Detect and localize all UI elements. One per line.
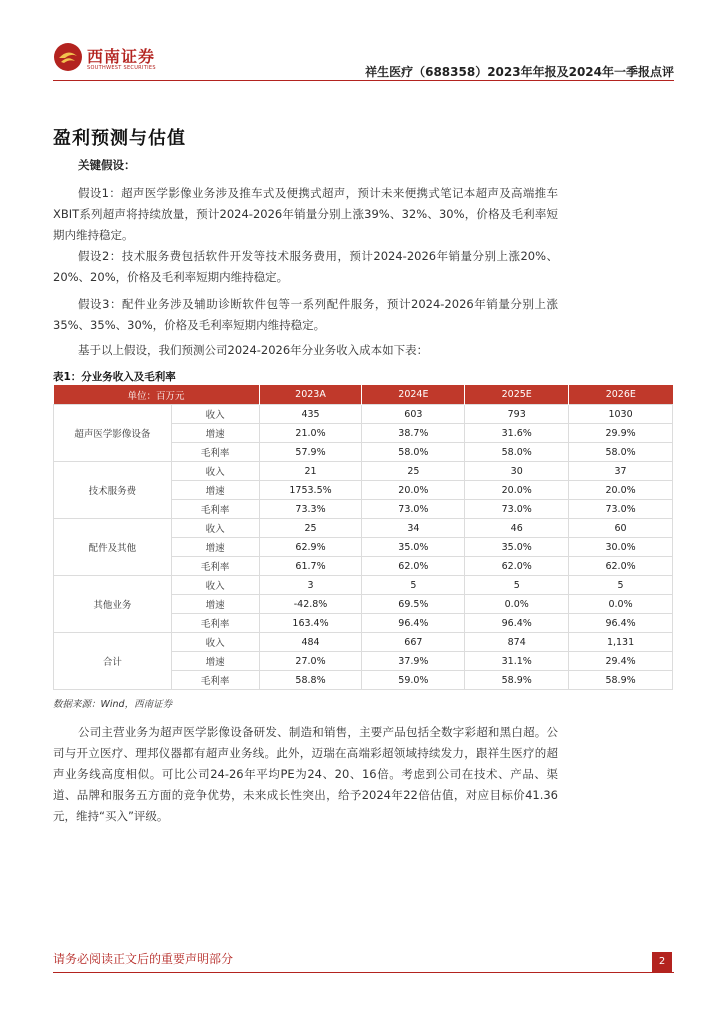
logo-text-en: SOUTHWEST SECURITIES (87, 65, 156, 71)
value-cell: 3 (259, 576, 362, 595)
value-cell: 35.0% (465, 538, 569, 557)
value-cell: 30.0% (569, 538, 673, 557)
logo-emblem-icon (53, 42, 83, 72)
value-cell: 62.9% (259, 538, 362, 557)
year-header: 2026E (569, 385, 673, 405)
value-cell: 874 (465, 633, 569, 652)
value-cell: 21 (259, 462, 362, 481)
value-cell: 25 (362, 462, 465, 481)
value-cell: 96.4% (362, 614, 465, 633)
assumption-3: 假设3：配件业务涉及辅助诊断软件包等一系列配件服务，预计2024-2026年销量分别上涨35%、35%、30%，价格及毛利率短期内维持稳定。 (53, 297, 558, 332)
value-cell: 21.0% (259, 424, 362, 443)
value-cell: 34 (362, 519, 465, 538)
table-source: 数据来源：Wind，西南证券 (53, 699, 173, 710)
forecast-intro: 基于以上假设，我们预测公司2024-2026年分业务收入成本如下表： (78, 343, 429, 357)
value-cell: 58.0% (362, 443, 465, 462)
value-cell: 20.0% (465, 481, 569, 500)
metric-label: 收入 (171, 519, 259, 538)
metric-label: 增速 (171, 538, 259, 557)
assumption-2: 假设2：技术服务费包括软件开发等技术服务费用，预计2024-2026年销量分别上涨20%、20%、20%，价格及毛利率短期内维持稳定。 (53, 249, 558, 284)
table-row (54, 576, 673, 595)
value-cell: 1753.5% (259, 481, 362, 500)
value-cell: 25 (259, 519, 362, 538)
metric-label: 收入 (171, 462, 259, 481)
year-header: 2023A (259, 385, 362, 405)
metric-label: 收入 (171, 405, 259, 424)
page-number: 2 (652, 952, 672, 972)
value-cell: 73.0% (362, 500, 465, 519)
value-cell: 73.3% (259, 500, 362, 519)
assumption-1: 假设1：超声医学影像业务涉及推车式及便携式超声，预计未来便携式笔记本超声及高端推车XBIT系列超声将持续放量，预计2024-2026年销量分别上涨39%、32%、30%，价格及毛利率短期内维持稳定。 (53, 186, 558, 242)
value-cell: 96.4% (569, 614, 673, 633)
metric-label: 增速 (171, 424, 259, 443)
value-cell: 35.0% (362, 538, 465, 557)
metric-label: 增速 (171, 595, 259, 614)
value-cell: 38.7% (362, 424, 465, 443)
segment-name: 其他业务 (54, 576, 172, 633)
table-title: 表1：分业务收入及毛利率 (53, 371, 176, 383)
value-cell: 5 (362, 576, 465, 595)
value-cell: 1,131 (569, 633, 673, 652)
table-header-row (54, 385, 673, 405)
table-row (54, 633, 673, 652)
value-cell: 1030 (569, 405, 673, 424)
value-cell: 0.0% (465, 595, 569, 614)
value-cell: 163.4% (259, 614, 362, 633)
value-cell: 62.0% (362, 557, 465, 576)
segment-name: 技术服务费 (54, 462, 172, 519)
value-cell: 58.9% (465, 671, 569, 690)
value-cell: 20.0% (569, 481, 673, 500)
value-cell: 29.4% (569, 652, 673, 671)
value-cell: 793 (465, 405, 569, 424)
value-cell: 0.0% (569, 595, 673, 614)
value-cell: 27.0% (259, 652, 362, 671)
value-cell: 73.0% (465, 500, 569, 519)
report-title: 祥生医疗（688358）2023年年报及2024年一季报点评 (365, 65, 674, 79)
value-cell: 58.0% (465, 443, 569, 462)
value-cell: 667 (362, 633, 465, 652)
metric-label: 收入 (171, 633, 259, 652)
metric-label: 毛利率 (171, 557, 259, 576)
value-cell: 435 (259, 405, 362, 424)
year-header: 2025E (465, 385, 569, 405)
value-cell: 37.9% (362, 652, 465, 671)
metric-label: 毛利率 (171, 671, 259, 690)
year-header: 2024E (362, 385, 465, 405)
value-cell: 96.4% (465, 614, 569, 633)
value-cell: 58.0% (569, 443, 673, 462)
table-row (54, 519, 673, 538)
value-cell: 603 (362, 405, 465, 424)
metric-label: 收入 (171, 576, 259, 595)
segment-name: 合计 (54, 633, 172, 690)
value-cell: 60 (569, 519, 673, 538)
segment-name: 配件及其他 (54, 519, 172, 576)
value-cell: 5 (569, 576, 673, 595)
metric-label: 增速 (171, 652, 259, 671)
metric-label: 毛利率 (171, 614, 259, 633)
key-assumptions-label: 关键假设： (78, 158, 136, 172)
value-cell: -42.8% (259, 595, 362, 614)
value-cell: 69.5% (362, 595, 465, 614)
footer-disclaimer: 请务必阅读正文后的重要声明部分 (53, 952, 234, 966)
value-cell: 5 (465, 576, 569, 595)
value-cell: 58.8% (259, 671, 362, 690)
logo-text-cn: 西南证券 (87, 47, 156, 66)
value-cell: 30 (465, 462, 569, 481)
table-row (54, 405, 673, 424)
metric-label: 毛利率 (171, 443, 259, 462)
table-row (54, 462, 673, 481)
value-cell: 37 (569, 462, 673, 481)
company-logo (53, 40, 163, 76)
value-cell: 57.9% (259, 443, 362, 462)
value-cell: 62.0% (569, 557, 673, 576)
value-cell: 62.0% (465, 557, 569, 576)
value-cell: 73.0% (569, 500, 673, 519)
value-cell: 20.0% (362, 481, 465, 500)
segment-name: 超声医学影像设备 (54, 405, 172, 462)
value-cell: 31.1% (465, 652, 569, 671)
valuation-paragraph: 公司主营业务为超声医学影像设备研发、制造和销售，主要产品包括全数字彩超和黑白超。公司与开立医疗、理邦仪器都有超声业务线。此外，迈瑞在高端彩超领域持续发力，跟祥生医疗的超声业务线高度相似。可比公司24-26年平均PE为24、20、16倍。考虑到公司在技术、产品、渠道、品牌和服务五方面的竞争优势，未来成长性突出，给予2024年22倍估值，对应目标价41.36元，维持“买入”评级。 (53, 725, 558, 823)
value-cell: 46 (465, 519, 569, 538)
footer-divider (53, 972, 674, 973)
header-divider (53, 80, 674, 81)
value-cell: 61.7% (259, 557, 362, 576)
metric-label: 毛利率 (171, 500, 259, 519)
section-title: 盈利预测与估值 (53, 128, 186, 149)
segment-revenue-table (53, 385, 673, 690)
value-cell: 29.9% (569, 424, 673, 443)
value-cell: 484 (259, 633, 362, 652)
unit-header: 单位：百万元 (54, 385, 260, 405)
value-cell: 59.0% (362, 671, 465, 690)
value-cell: 58.9% (569, 671, 673, 690)
value-cell: 31.6% (465, 424, 569, 443)
metric-label: 增速 (171, 481, 259, 500)
